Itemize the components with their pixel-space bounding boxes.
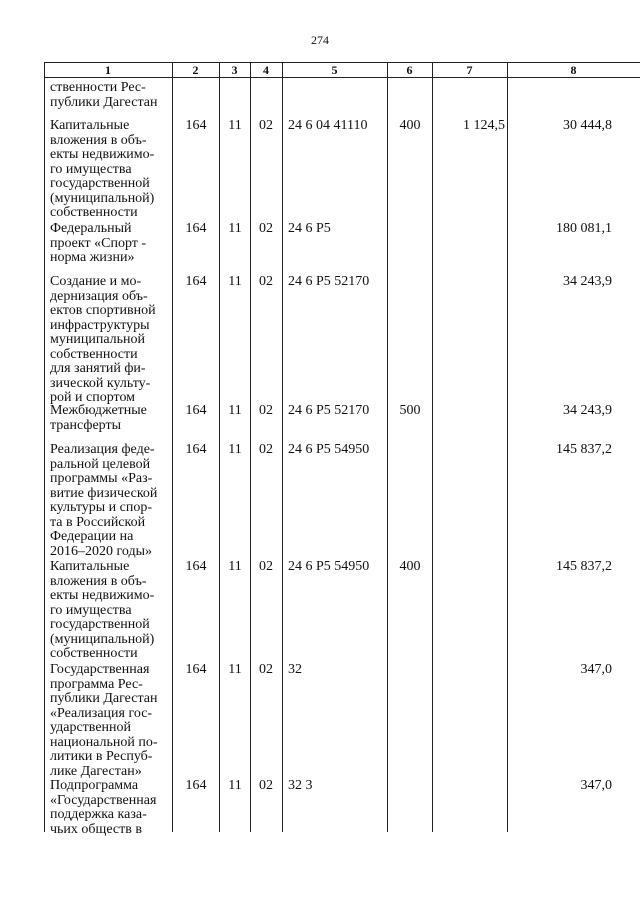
cell-target-article: 24 6 P5 (288, 221, 331, 236)
cell-total: 347,0 (580, 778, 612, 793)
cell-section: 11 (228, 662, 242, 677)
row-description: ственности Рес- публики Дагестан (50, 80, 158, 110)
page-number: 274 (311, 33, 329, 47)
cell-total: 180 081,1 (556, 221, 612, 236)
cell-ministry-code: 164 (185, 118, 207, 133)
cell-section: 11 (228, 274, 242, 289)
cell-total: 145 837,2 (556, 559, 612, 574)
row-description: Государственная программа Рес- публики Дагестан «Реализация гос- ударственной национальной по- литики в Респуб- лике Дагестан» (50, 662, 158, 779)
row-description: Подпрограмма «Государственная поддержка каза- чьих обществ в (50, 778, 157, 837)
cell-ministry-code: 164 (185, 662, 207, 677)
header-bottom-border (44, 77, 640, 78)
cell-subsection: 02 (259, 403, 273, 418)
cell-target-article: 24 6 P5 52170 (288, 403, 370, 418)
cell-target-article: 32 3 (288, 778, 313, 793)
cell-expense-type: 500 (399, 403, 421, 418)
cell-total: 34 243,9 (563, 274, 612, 289)
cell-section: 11 (228, 442, 242, 457)
header-col-3: 3 (231, 63, 238, 77)
cell-target-article: 24 6 P5 52170 (288, 274, 370, 289)
cell-total: 145 837,2 (556, 442, 612, 457)
cell-section: 11 (228, 118, 242, 133)
cell-subsection: 02 (259, 442, 273, 457)
row-description: Создание и мо- дернизация объ- ектов спортивной инфраструктуры муниципальной собственности для занятий фи- зической культу- рой и спортом (50, 274, 156, 405)
cell-subsection: 02 (259, 274, 273, 289)
cell-total: 34 243,9 (563, 403, 612, 418)
cell-subsection: 02 (259, 118, 273, 133)
cell-ministry-code: 164 (185, 403, 207, 418)
cell-subsection: 02 (259, 778, 273, 793)
row-description: Капитальные вложения в объ- екты недвижимо- го имущества государственной (муниципальной) собственности (50, 559, 155, 661)
cell-subsection: 02 (259, 559, 273, 574)
cell-subsection: 02 (259, 662, 273, 677)
cell-expense-type: 400 (399, 559, 421, 574)
cell-expense-type: 400 (399, 118, 421, 133)
row-description: Реализация феде- ральной целевой программы «Раз- витие физической культуры и спор- та в Российской Федерации на 2016–2020 годы» (50, 442, 158, 559)
cell-ministry-code: 164 (185, 274, 207, 289)
cell-target-article: 32 (288, 662, 302, 677)
row-description: Капитальные вложения в объ- екты недвижимо- го имущества государственной (муниципальной) собственности (50, 118, 155, 220)
header-col-8: 8 (570, 63, 577, 77)
cell-target-article: 24 6 P5 54950 (288, 442, 370, 457)
cell-section: 11 (228, 559, 242, 574)
row-description: Межбюджетные трансферты (50, 403, 147, 433)
cell-ministry-code: 164 (185, 442, 207, 457)
cell-section: 11 (228, 221, 242, 236)
cell-total: 347,0 (580, 662, 612, 677)
header-col-6: 6 (406, 63, 413, 77)
column-divider (44, 63, 45, 832)
cell-subsection: 02 (259, 221, 273, 236)
column-divider (432, 63, 433, 832)
cell-amount: 1 124,5 (463, 118, 505, 133)
cell-target-article: 24 6 04 41110 (288, 118, 368, 133)
cell-section: 11 (228, 403, 242, 418)
header-col-1: 1 (105, 63, 111, 77)
row-description: Федеральный проект «Спорт - норма жизни» (50, 221, 147, 265)
cell-section: 11 (228, 778, 242, 793)
header-col-7: 7 (466, 63, 473, 77)
cell-ministry-code: 164 (185, 221, 207, 236)
column-divider (282, 63, 283, 832)
header-col-5: 5 (331, 63, 338, 77)
cell-target-article: 24 6 P5 54950 (288, 559, 370, 574)
column-divider (172, 63, 173, 832)
column-divider (507, 63, 508, 832)
header-col-2: 2 (192, 63, 199, 77)
cell-ministry-code: 164 (185, 778, 207, 793)
cell-ministry-code: 164 (185, 559, 207, 574)
cell-total: 30 444,8 (563, 118, 612, 133)
header-col-4: 4 (263, 63, 269, 77)
